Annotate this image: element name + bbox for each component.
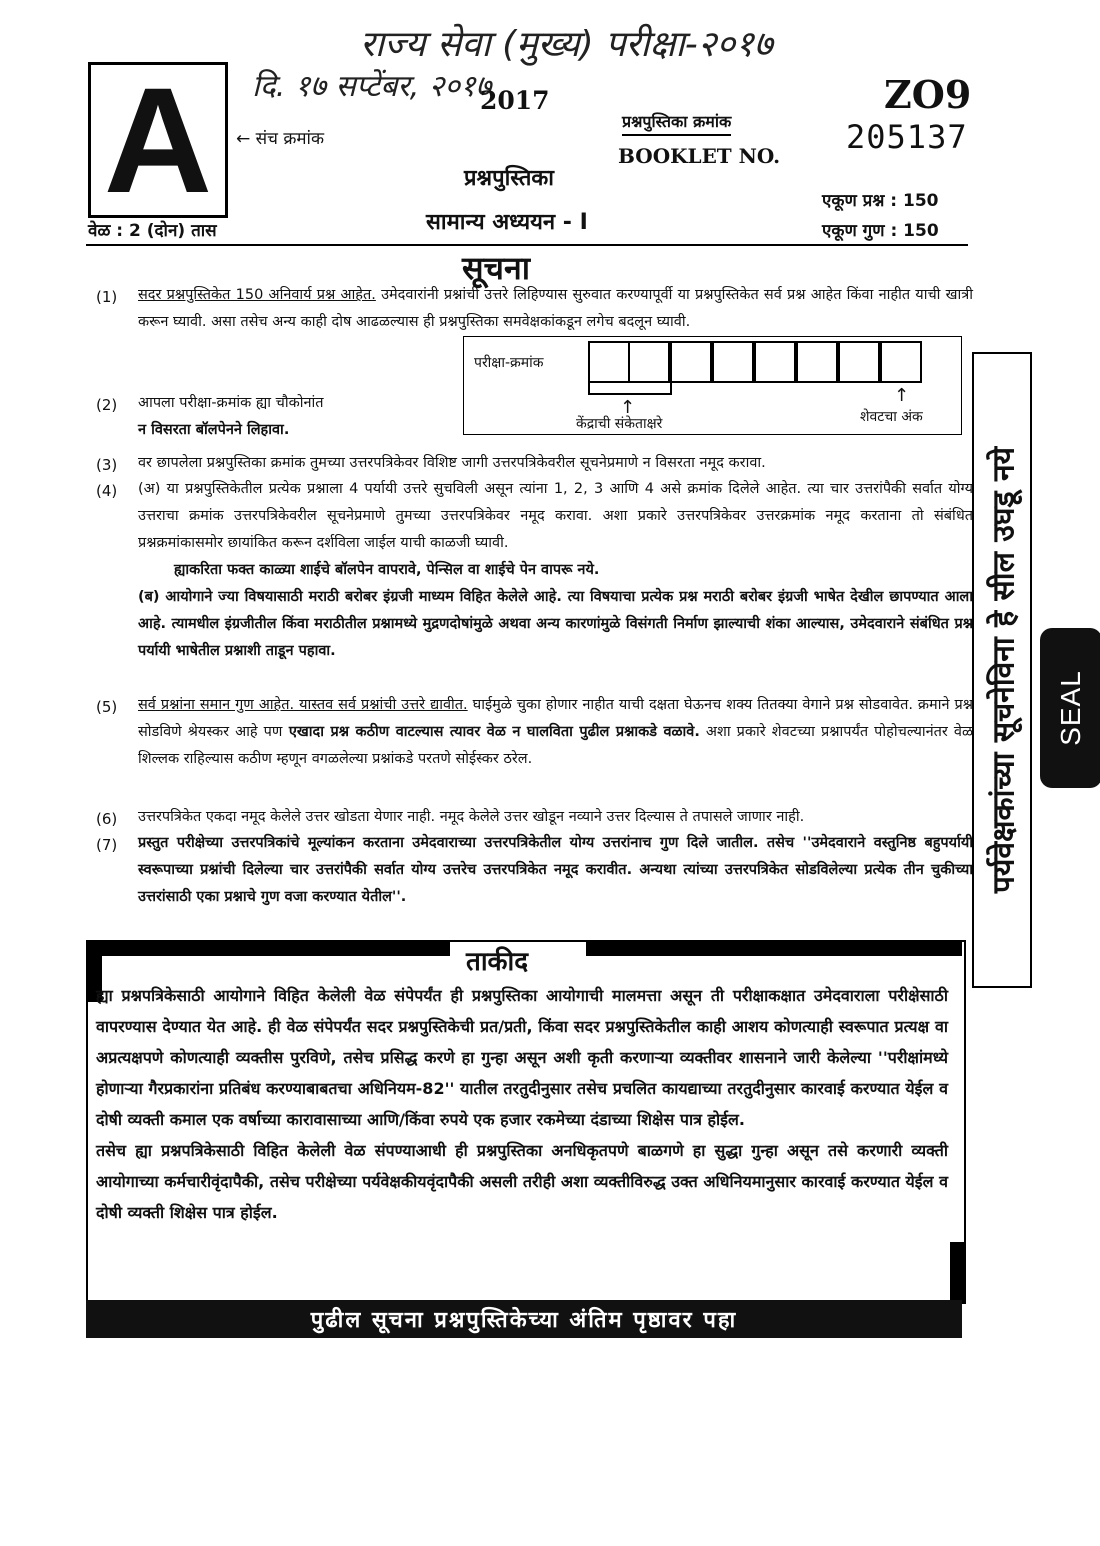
instructions-heading: सूचना [462,249,531,287]
item-number: (2) [96,396,118,414]
seal-tab[interactable]: SEAL [1040,628,1100,788]
item-number: (6) [96,810,118,828]
roll-digit-cell[interactable] [880,341,922,383]
warning-right-bar [950,1242,964,1302]
year: 2017 [480,86,550,115]
instruction-2: आपला परीक्षा-क्रमांक ह्या चौकोनांत न विसरता बॉलपेनने लिहावा. [138,395,324,438]
subject-title: सामान्य अध्ययन - I [426,210,588,235]
set-letter: A [103,56,213,224]
seal-instruction-strip: पर्यवेक्षकांच्या सूचनेविना हे सील उघडू नये [972,352,1032,988]
instruction-4b: (ब) आयोगाने ज्या विषयासाठी मराठी बरोबर इंग्रजी माध्यम विहित केलेले आहे. त्या विषयाचा प्रत्येक प्रश्न मराठी बरोबर इंग्रजी भाषेत देखील छापण्यात आला आहे. त्यामधील इंग्रजीतील किंवा मराठीतील प्रश्नामध्ये मुद्रणदोषांमुळे अथवा अन्य कारणांमुळे विसंगती निर्माण झाल्याची शंका आल्यास, उमेदवाराने संबंधित प्रश्न पर्यायी भाषेतील प्रश्नाशी ताडून पहावा. [138,589,973,659]
booklet-label-mr: प्रश्नपुस्तिका क्रमांक [622,110,731,136]
instruction-5: सर्व प्रश्नांना समान गुण आहेत. यास्तव सर्व प्रश्नांची उत्तरे द्यावीत. घाईमुळे चुका होणार नाहीत याची दक्षता घेऊनच शक्य तितक्या वेगाने प्रश्न सोडवावेत. क्रमाने प्रश्न सोडविणे श्रेयस्कर आहे पण एखादा प्रश्न कठीण वाटल्यास त्यावर वेळ न घालविता पुढील प्रश्नाकडे वळावे. अशा प्रकारे शेवटच्या प्रश्नापर्यंत पोहोचल्यानंतर वेळ शिल्लक राहिल्यास कठीण म्हणून वगळलेल्या प्रश्नांकडे परतणे सोईस्कर ठरेल. [138,697,973,767]
footer-banner: पुढील सूचना प्रश्नपुस्तिकेच्या अंतिम पृष्ठावर पहा [86,1300,962,1338]
warning-heading: ताकीद [466,947,529,977]
instruction-3: वर छापलेला प्रश्नपुस्तिका क्रमांक तुमच्या उत्तरपत्रिकेवर विशिष्ट जागी उत्तरपत्रिकेवरील सूचनेप्रमाणे न विसरता नमूद करावा. [138,455,766,471]
booklet-number: 205137 [846,118,968,156]
duration: वेळ : 2 (दोन) तास [88,221,217,241]
handwritten-date: दि. १७ सप्टेंबर, २०१७ [252,69,492,104]
set-label: ← संच क्रमांक [236,129,325,149]
paper-code: ZO9 [884,72,972,117]
roll-number-box [463,336,962,435]
arrow-up-icon: ↑ [620,397,636,418]
warning-top-bar-left [88,942,450,956]
handwritten-exam-title: राज्य सेवा (मुख्य) परीक्षा-२०१७ [360,24,773,65]
item-number: (1) [96,288,118,306]
set-letter-box [88,56,228,224]
total-marks: एकूण गुण : 150 [822,221,939,241]
booklet-label-en: BOOKLET NO. [618,144,781,168]
instruction-7: प्रस्तुत परीक्षेच्या उत्तरपत्रिकांचे मूल्यांकन करताना उमेदवाराच्या उत्तरपत्रिकेतील योग्य उत्तरांनाच गुण दिले जातील. तसेच ''उमेदवाराने वस्तुनिष्ठ बहुपर्यायी स्वरूपाच्या प्रश्नांची दिलेल्या चार उत्तरांपैकी सर्वात योग्य उत्तरेच उत्तरपत्रिकेत नमूद करावीत. अन्यथा त्यांच्या उत्तरपत्रिकेत सोडविलेल्या प्रत्येक तीन चुकीच्या उत्तरांसाठी एका प्रश्नाचे गुण वजा करण्यात येतील''. [138,835,973,905]
centre-code-label: केंद्राची संकेताक्षरे [576,416,663,432]
arrow-up-icon: ↑ [894,385,910,406]
warning-top-bar-right [586,942,962,956]
roll-digit-cell[interactable] [712,341,754,383]
roll-digit-cell[interactable] [838,341,880,383]
total-questions: एकूण प्रश्न : 150 [822,191,939,211]
warning-text: ह्या प्रश्नपत्रिकेसाठी आयोगाने विहित केलेली वेळ संपेपर्यंत ही प्रश्नपुस्तिका आयोगाची मालमत्ता असून ती परीक्षाकक्षात उमेदवाराला परीक्षेसाठी वापरण्यास देण्यात येत आहे. ही वेळ संपेपर्यंत सदर प्रश्नपुस्तिकेची प्रत/प्रती, किंवा सदर प्रश्नपुस्तिकेतील काही आशय कोणत्याही स्वरूपात प्रत्यक्ष वा अप्रत्यक्षपणे कोणत्याही व्यक्तीस पुरविणे, तसेच प्रसिद्ध करणे हा गुन्हा असून अशी कृती करणाऱ्या व्यक्तीवर शासनाने जारी केलेल्या ''परीक्षांमध्ये होणाऱ्या गैरप्रकारांना प्रतिबंध करण्याबाबतचा अधिनियम-82'' यातील तरतुदीनुसार तसेच प्रचलित कायद्याच्या तरतुदीनुसार कारवाई करण्यात येईल व दोषी व्यक्ती कमाल एक वर्षाच्या कारावासाच्या आणि/किंवा रुपये एक हजार रकमेच्या दंडाच्या शिक्षेस पात्र होईल. तसेच ह्या प्रश्नपत्रिकेसाठी विहित केलेली वेळ संपण्याआधी ही प्रश्नपुस्तिका अनधिकृतपणे बाळगणे हा सुद्धा गुन्हा असून तसे करणारी व्यक्ती आयोगाच्या कर्मचारीवृंदापैकी, तसेच परीक्षेच्या पर्यवेक्षकीयवृंदापैकी असली तरीही अशा व्यक्तीविरुद्ध उक्त अधिनियमानुसार कारवाई करण्यात येईल व दोषी व्यक्ती शिक्षेस पात्र होईल. [96,986,948,1222]
instruction-1: सदर प्रश्नपुस्तिकेत 150 अनिवार्य प्रश्न आहेत. उमेदवारांनी प्रश्नांची उत्तरे लिहिण्यास सुरुवात करण्यापूर्वी या प्रश्नपुस्तिकेत सर्व प्रश्न आहेत किंवा नाहीत याची खात्री करून घ्यावी. असा तसेच अन्य काही दोष आढळल्यास ही प्रश्नपुस्तिका समवेक्षकांकडून लगेच बदलून घ्यावी. [138,287,973,330]
warning-box [86,940,966,1304]
item-number: (7) [96,836,118,854]
roll-number-label: परीक्षा-क्रमांक [474,355,544,371]
instruction-6: उत्तरपत्रिकेत एकदा नमूद केलेले उत्तर खोडता येणार नाही. नमूद केलेले उत्तर खोडून नव्याने उत्तर दिल्यास ते तपासले जाणार नाही. [138,809,805,825]
roll-digit-cell[interactable] [754,341,796,383]
booklet-title: प्रश्नपुस्तिका [464,166,554,191]
last-digit-label: शेवटचा अंक [860,409,923,425]
roll-digit-cell[interactable] [628,341,670,383]
instruction-4a: (अ) या प्रश्नपुस्तिकेतील प्रत्येक प्रश्नाला 4 पर्यायी उत्तरे सुचविली असून त्यांना 1, 2, 3 आणि 4 असे क्रमांक दिलेले आहेत. त्या चार उत्तरांपैकी सर्वात योग्य उत्तराचा क्रमांक उत्तरपत्रिकेवरील सूचनेप्रमाणे तुमच्या उत्तरपत्रिकेवर नमूद करावा. अशा प्रकारे उत्तरपत्रिकेवर उत्तरक्रमांक नमूद करताना तो संबंधित प्रश्नक्रमांकासमोर छायांकित करून दर्शविला जाईल याची काळजी घ्यावी. ह्याकरिता फक्त काळ्या शाईचे बॉलपेन वापरावे, पेन्सिल वा शाईचे पेन वापरू नये. [138,481,973,578]
roll-digit-cell[interactable] [670,341,712,383]
centre-bracket [588,381,672,395]
roll-digit-cell[interactable] [588,341,630,383]
item-number: (4) [96,482,118,500]
roll-digit-cell[interactable] [796,341,838,383]
item-number: (5) [96,698,118,716]
item-number: (3) [96,456,118,474]
